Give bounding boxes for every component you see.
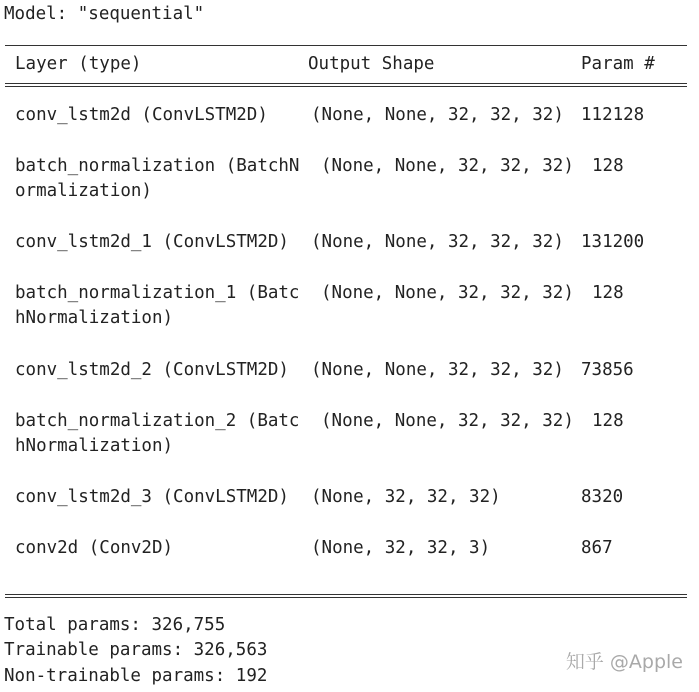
bottom-rule [5, 594, 687, 595]
param-count: 128 [592, 156, 624, 176]
output-shape: (None, None, 32, 32, 32) [321, 411, 574, 431]
watermark: 知乎 @Apple [565, 651, 683, 673]
total-params: Total params: 326,755 [4, 615, 226, 635]
layer-name: conv2d (Conv2D) [15, 538, 174, 558]
layer-name: conv_lstm2d_2 (ConvLSTM2D) [15, 360, 289, 380]
param-count: 128 [592, 283, 624, 303]
layer-name: batch_normalization_2 (Batc hNormalization) [15, 411, 300, 456]
param-count: 73856 [581, 360, 634, 380]
header-rule [5, 83, 687, 84]
layer-name: conv_lstm2d (ConvLSTM2D) [15, 105, 268, 125]
non-trainable-params: Non-trainable params: 192 [4, 666, 268, 686]
output-shape: (None, None, 32, 32, 32) [321, 156, 574, 176]
param-count: 131200 [581, 232, 645, 252]
layer-name: batch_normalization_1 (Batc hNormalization) [15, 283, 300, 328]
model-title: Model: "sequential" [4, 4, 205, 24]
layer-name: conv_lstm2d_3 (ConvLSTM2D) [15, 487, 289, 507]
output-shape: (None, None, 32, 32, 32) [321, 283, 574, 303]
param-count: 112128 [581, 105, 645, 125]
header-param-count: Param # [581, 54, 655, 74]
param-count: 8320 [581, 487, 624, 507]
layer-name: batch_normalization (BatchN ormalization) [15, 156, 300, 201]
param-count: 128 [592, 411, 624, 431]
output-shape: (None, 32, 32, 32) [311, 487, 501, 507]
header-output-shape: Output Shape [308, 54, 435, 74]
header-layer: Layer (type) [15, 54, 142, 74]
layer-name: conv_lstm2d_1 (ConvLSTM2D) [15, 232, 289, 252]
output-shape: (None, None, 32, 32, 32) [311, 360, 564, 380]
output-shape: (None, 32, 32, 3) [311, 538, 491, 558]
output-shape: (None, None, 32, 32, 32) [311, 105, 564, 125]
param-count: 867 [581, 538, 613, 558]
trainable-params: Trainable params: 326,563 [4, 640, 268, 660]
output-shape: (None, None, 32, 32, 32) [311, 232, 564, 252]
top-rule [5, 45, 687, 46]
